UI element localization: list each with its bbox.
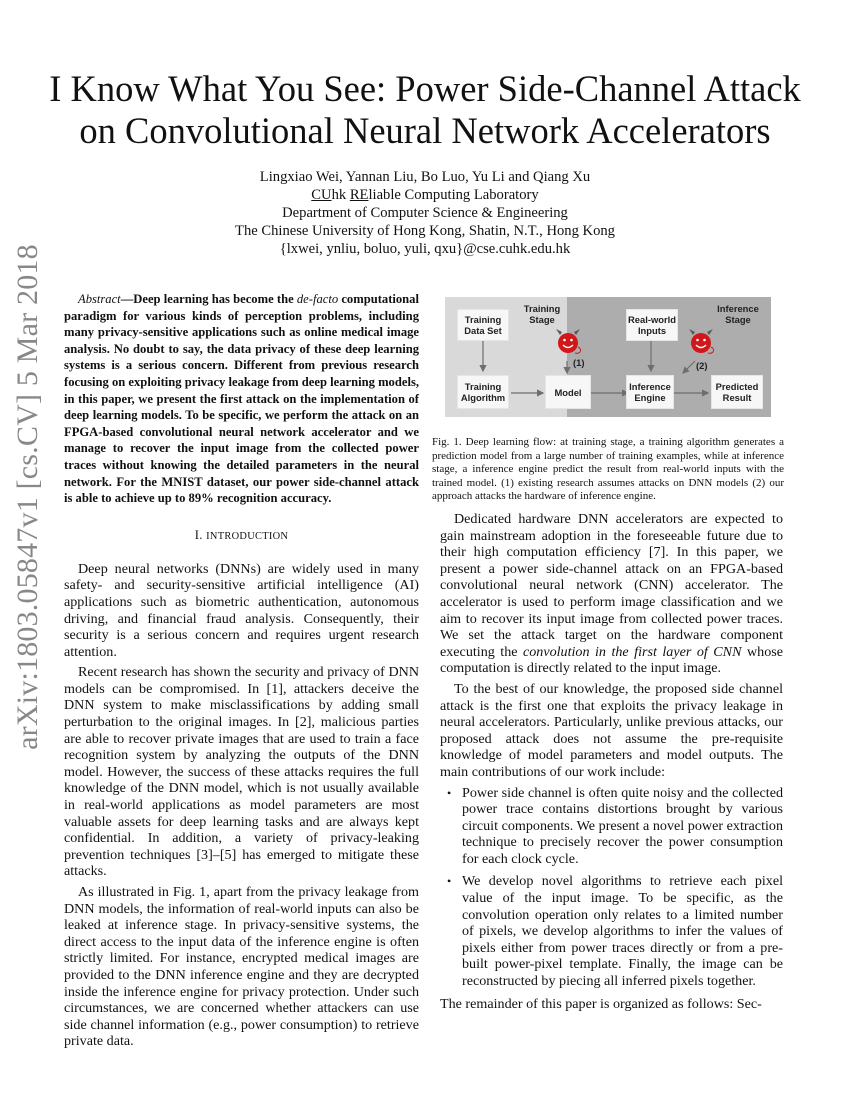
title-line-2: on Convolutional Neural Network Accelerators bbox=[79, 110, 771, 151]
training-stage-label: Training Stage bbox=[523, 303, 561, 325]
contributions-list bbox=[440, 785, 783, 990]
section-title: INTRODUCTION bbox=[206, 530, 289, 542]
author-names: Lingxiao Wei, Yannan Liu, Bo Luo, Yu Li and Qiang Xu bbox=[259, 169, 591, 185]
arxiv-stamp-text: arXiv:1803.05847v1 [cs.CV] 5 Mar 2018 bbox=[11, 244, 44, 750]
lab-name bbox=[100, 186, 750, 204]
figure-1-caption: Fig. 1. Deep learning flow: at training stage, a training algorithm generates a prediction model from a large number of training examples, while at inference stage, a inference engine predict the result from real-world inputs with the trained model. (1) existing research assumes attacks on DNN models (2) our approach attacks the hardware of inference engine. bbox=[432, 436, 784, 503]
box-model: Model bbox=[545, 375, 591, 409]
box-real-world-inputs: Real-world Inputs bbox=[626, 309, 678, 341]
department: Department of Computer Science & Engineering bbox=[282, 205, 568, 221]
right-paragraph-1-emphasis: convolution in the first layer of CNN bbox=[522, 643, 742, 660]
paper-title bbox=[40, 68, 810, 152]
intro-paragraph-2: Recent research has shown the security and privacy of DNN models can be compromised. In [1], attackers deceive the DNN system to make misclassifications by adding small perturbation to the original images. In [2], malicious parties are able to recover private images that are used to train a face recognition system by analyzing the outputs of the DNN model. However, the success of these attacks requires the full knowledge of the DNN model, which is not usually available in real-world applications as model parameters are most valuable assets for deep learning tasks and are always kept confidential. In addition, a variety of privacy-leaking prevention techniques [3]–[5] has emerged to mitigate these attacks. bbox=[64, 664, 419, 880]
attack-label-2: (2) bbox=[696, 360, 708, 371]
intro-paragraph-3: As illustrated in Fig. 1, apart from the privacy leakage from DNN models, the information of real-world inputs can also be leaked at inference stage. In privacy-sensitive systems, the direct access to the input data of the inference engine is often strictly limited. For instance, encrypted medical images are provided to the DNN inference engine and they are decrypted inside the inference engine for privacy protection. Under such circumstances, we are concerned whether attackers can use side channel information (e.g., power consumption) to retrieve private data. bbox=[64, 884, 419, 1050]
figure-1-deep-learning-flow bbox=[445, 297, 771, 417]
left-column bbox=[64, 291, 419, 1054]
right-paragraph-1-a: Dedicated hardware DNN accelerators are expected to gain mainstream adoption in the foreseeable future due to their high computation efficiency [7]. In this paper, we present a power side-channel attack on an FPGA-based convolutional neural network (CNN) accelerator. The accelerator is used to perform image classification and we aim to recover its input image from collected power traces. We set the attack target on the hardware component executing the bbox=[440, 511, 783, 660]
abstract bbox=[64, 291, 419, 507]
contribution-item-2: • We develop novel algorithms to retrieve each pixel value of the input image. To be specific, as the convolution operation only relates to a limited number of pixels, we develop algorithms to infer the values of pixels either from power traces directly or from a pre-built power-pixel template. Finally, the image can be reconstructed by piecing all inferred pixels together. bbox=[462, 873, 783, 989]
lab-abbrev-cu: CU bbox=[311, 187, 332, 203]
author-block bbox=[100, 168, 750, 258]
intro-paragraph-1: Deep neural networks (DNNs) are widely used in many safety- and security-sensitive artificial intelligence (AI) applications such as biometric authentication, autonomous driving, and financial fraud analysis. Consequently, their security is a serious concern and requires urgent research attention. bbox=[64, 560, 419, 660]
lab-text-hk: hk bbox=[331, 187, 350, 203]
inference-stage-label: Inference Stage bbox=[717, 303, 759, 325]
arxiv-identifier-stamp bbox=[6, 244, 50, 750]
right-paragraph-1 bbox=[440, 511, 783, 677]
abstract-body: computational paradigm for various kinds of perception problems, including many privacy-sensitive applications such as online medical image analysis. No doubt to say, the data privacy of these deep learning systems is a serious concern. Different from previous research focusing on exploiting privacy leakage from deep learning models, in this paper, we present the first attack on the implementation of deep learning models. To be specific, we perform the attack on an FPGA-based convolutional neural network accelerator and we manage to recover the input image from the collected power traces without knowing the detailed parameters in the neural network. For the MNIST dataset, our power side-channel attack is able to achieve up to 89% recognition accuracy. bbox=[64, 292, 419, 506]
box-inference-engine: Inference Engine bbox=[626, 375, 674, 409]
lab-abbrev-re: RE bbox=[349, 187, 369, 203]
author-emails: {lxwei, ynliu, boluo, yuli, qxu}@cse.cuhk.edu.hk bbox=[279, 241, 571, 257]
abstract-label: Abstract bbox=[78, 292, 121, 306]
abstract-keyword: de-facto bbox=[296, 292, 339, 306]
right-paragraph-2: To the best of our knowledge, the proposed side channel attack is the first one that exploits the privacy leakage in neural accelerators. Particularly, unlike previous attacks, our proposed attack does not assume the pre-requisite knowledge of model parameters and model outputs. The main contributions of our work include: bbox=[440, 680, 783, 780]
attacker-devil-icon-1 bbox=[556, 329, 581, 353]
section-number: I. bbox=[194, 527, 207, 542]
attacker-devil-icon-2 bbox=[689, 329, 714, 353]
contribution-item-1: • Power side channel is often quite noisy and the collected power trace contains distortions brought by various circuit components. We present a novel power extraction technique to precisely recover the power consumption for each clock cycle. bbox=[462, 785, 783, 868]
box-predicted-result: Predicted Result bbox=[711, 375, 763, 409]
university: The Chinese University of Hong Kong, Shatin, N.T., Hong Kong bbox=[235, 223, 615, 239]
attack-label-1: (1) bbox=[573, 357, 585, 368]
box-training-data-set: Training Data Set bbox=[457, 309, 509, 341]
right-column bbox=[440, 511, 783, 1016]
title-line-1: I Know What You See: Power Side-Channel Attack bbox=[49, 68, 801, 109]
lab-text-rest: liable Computing Laboratory bbox=[368, 187, 539, 203]
section-heading-introduction bbox=[64, 527, 419, 543]
right-paragraph-1-b: whose computation is directly related to the input image. bbox=[440, 643, 783, 677]
box-training-algorithm: Training Algorithm bbox=[457, 375, 509, 409]
abstract-lead: —Deep learning has become the bbox=[120, 292, 297, 306]
right-paragraph-3: The remainder of this paper is organized as follows: Sec- bbox=[440, 995, 762, 1012]
